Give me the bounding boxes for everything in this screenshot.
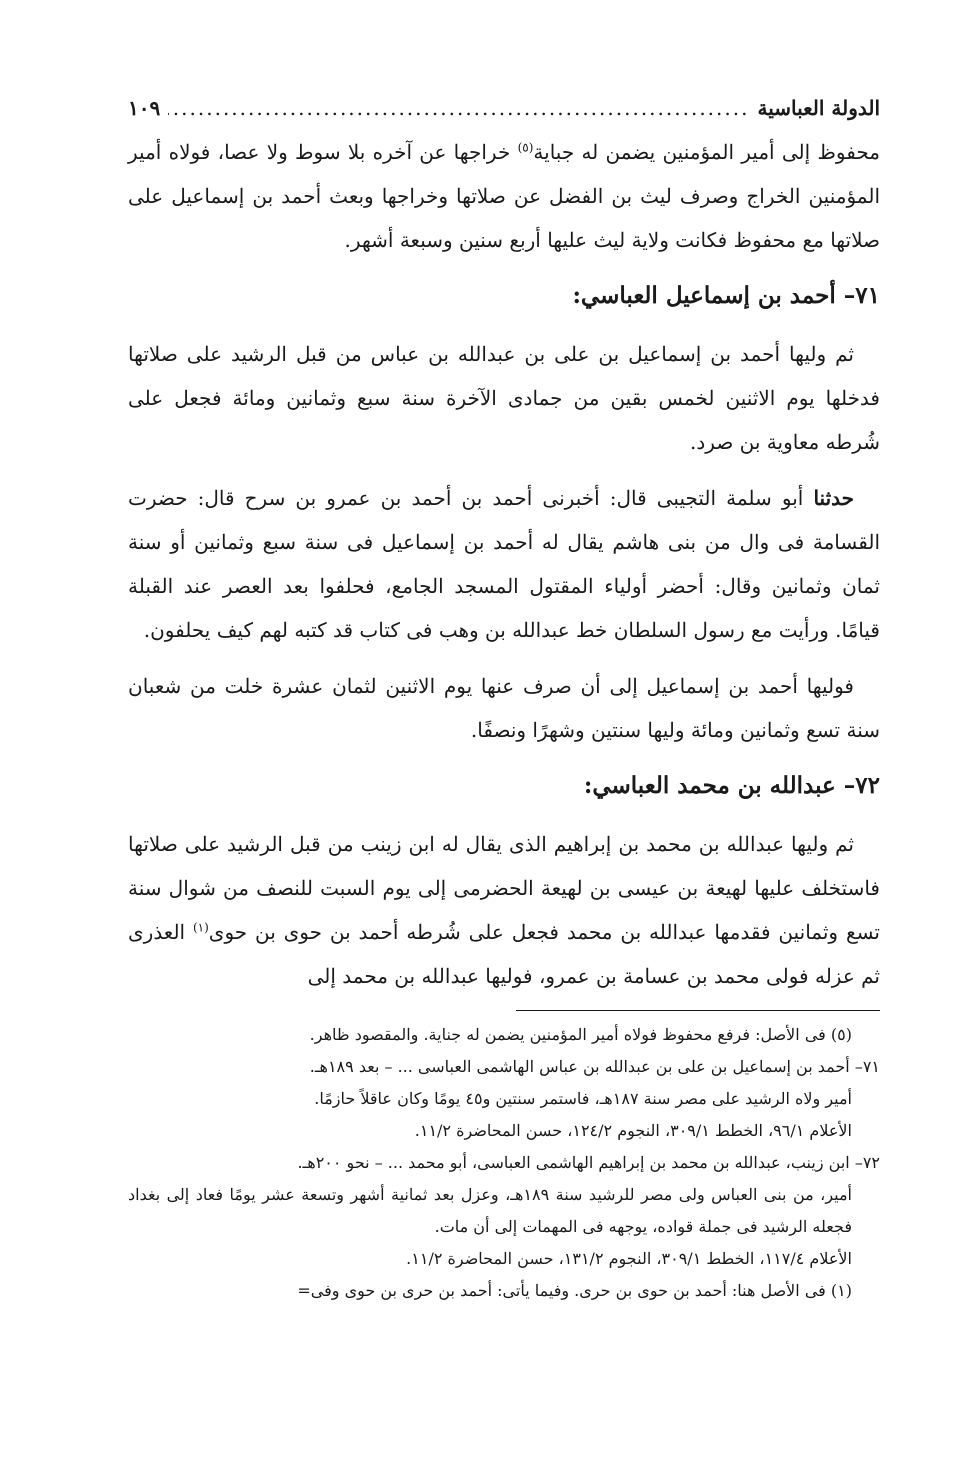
footnote-separator [516, 1010, 880, 1011]
book-page [128, 96, 880, 1307]
paragraph-governor-72-rest: العذرى ثم عزله فولى محمد بن عسامة بن عمرو، فوليها عبدالله بن محمد إلى [128, 920, 880, 988]
page-number: ١٠٩ [128, 96, 161, 120]
paragraph-hadathana [128, 476, 880, 652]
paragraph-continuation-rest: خراجها عن آخره بلا سوط ولا عصا، فولاه أمير المؤمنين الخراج وصرف ليث بن الفضل عن صلاتها وخراجها وبعث أحمد بن إسماعيل على صلاتها مع محفوظ فكانت ولاية ليث عليها أربع سنين وسبعة أشهر. [128, 140, 880, 252]
footnote-72-title: ٧٢– ابن زينب، عبدالله بن محمد بن إبراهيم الهاشمى العباسى، أبو محمد ... – نحو ٢٠٠هـ. [297, 1153, 880, 1172]
section-heading-71: ٧١– أحمد بن إسماعيل العباسي: [572, 282, 880, 309]
paragraph-governor-72 [128, 822, 880, 998]
running-header [128, 96, 880, 130]
paragraph-governor-71: ثم وليها أحمد بن إسماعيل بن على بن عبدالله بن عباس من قبل الرشيد على صلاتها فدخلها يوم الاثنين لخمس بقين من جمادى الآخرة سنة سبع وثمانين ومائة فجعل على شُرطه معاوية بن صرد. [128, 342, 880, 454]
footnote-72-bio: أمير، من بنى العباس ولى مصر للرشيد سنة ١٨٩هـ، وعزل بعد ثمانية أشهر وتسعة عشر يومًا فعاد إلى بغداد فجعله الرشيد فى جملة قواده، يوجهه فى المهمات إلى أن مات. [128, 1185, 852, 1236]
footnotes [128, 1019, 880, 1307]
footnote-ref-5: (٥) [517, 140, 534, 155]
paragraph-hadathana-text: أبو سلمة التجيبى قال: أخبرنى أحمد بن أحمد بن عمرو بن سرح قال: حضرت القسامة فى وال من بنى هاشم يقال له أحمد بن إسماعيل فى سنة سبع وثمانين أو سنة ثمان وثمانين وقال: أحضر أولياء المقتول المسجد الجامع، فحلفوا بعد العصر عند القبلة قيامًا. ورأيت مع رسول السلطان خط عبدالله بن وهب فى كتاب قد كتبه لهم كيف يحلفون. [128, 486, 880, 642]
footnote-71-bio: أمير ولاه الرشيد على مصر سنة ١٨٧هـ، فاستمر سنتين و٤٥ يومًا وكان عاقلاً حازمًا. [314, 1089, 852, 1108]
paragraph-governor-72-text: ثم وليها عبدالله بن محمد بن إبراهيم الذى يقال له ابن زينب من قبل الرشيد على صلاتها فاستخلف عليها لهيعة بن عيسى بن لهيعة الحضرمى إلى يوم السبت للنصف من شوال سنة تسع وثمانين فقدمها عبدالله بن محمد فجعل على شُرطه أحمد بن حوى بن حوى [128, 832, 880, 944]
paragraph-continuation [128, 130, 880, 262]
paragraph-tenure-71: فوليها أحمد بن إسماعيل إلى أن صرف عنها يوم الاثنين لثمان عشرة خلت من شعبان سنة تسع وثمانين ومائة وليها سنتين وشهرًا ونصفًا. [128, 674, 880, 742]
footnote-71-sources: الأعلام ٩٦/١، الخطط ٣٠٩/١، النجوم ١٢٤/٢، حسن المحاضرة ١١/٢. [414, 1121, 852, 1140]
paragraph-lead-word: حدثنا [813, 486, 854, 510]
section-heading-72: ٧٢– عبدالله بن محمد العباسي: [583, 772, 880, 799]
footnote-1: (١) فى الأصل هنا: أحمد بن حوى بن حرى. وفيما يأتى: أحمد بن حرى بن حوى وفى= [297, 1281, 852, 1300]
footnote-ref-1: (١) [192, 920, 209, 935]
footnote-71-title: ٧١– أحمد بن إسماعيل بن على بن عبدالله بن عباس الهاشمى العباسى ... – بعد ١٨٩هـ. [309, 1057, 880, 1076]
footnote-5: (٥) فى الأصل: فرفع محفوظ فولاه أمير المؤمنين يضمن له جناية. والمقصود ظاهر. [309, 1025, 852, 1044]
paragraph-continuation-text: محفوظ إلى أمير المؤمنين يضمن له جباية [533, 140, 880, 164]
running-header-title: الدولة العباسية [757, 96, 880, 120]
header-leader-dots [168, 96, 749, 120]
footnote-72-sources: الأعلام ١١٧/٤، الخطط ٣٠٩/١، النجوم ١٣١/٢، حسن المحاضرة ١١/٢. [406, 1249, 852, 1268]
